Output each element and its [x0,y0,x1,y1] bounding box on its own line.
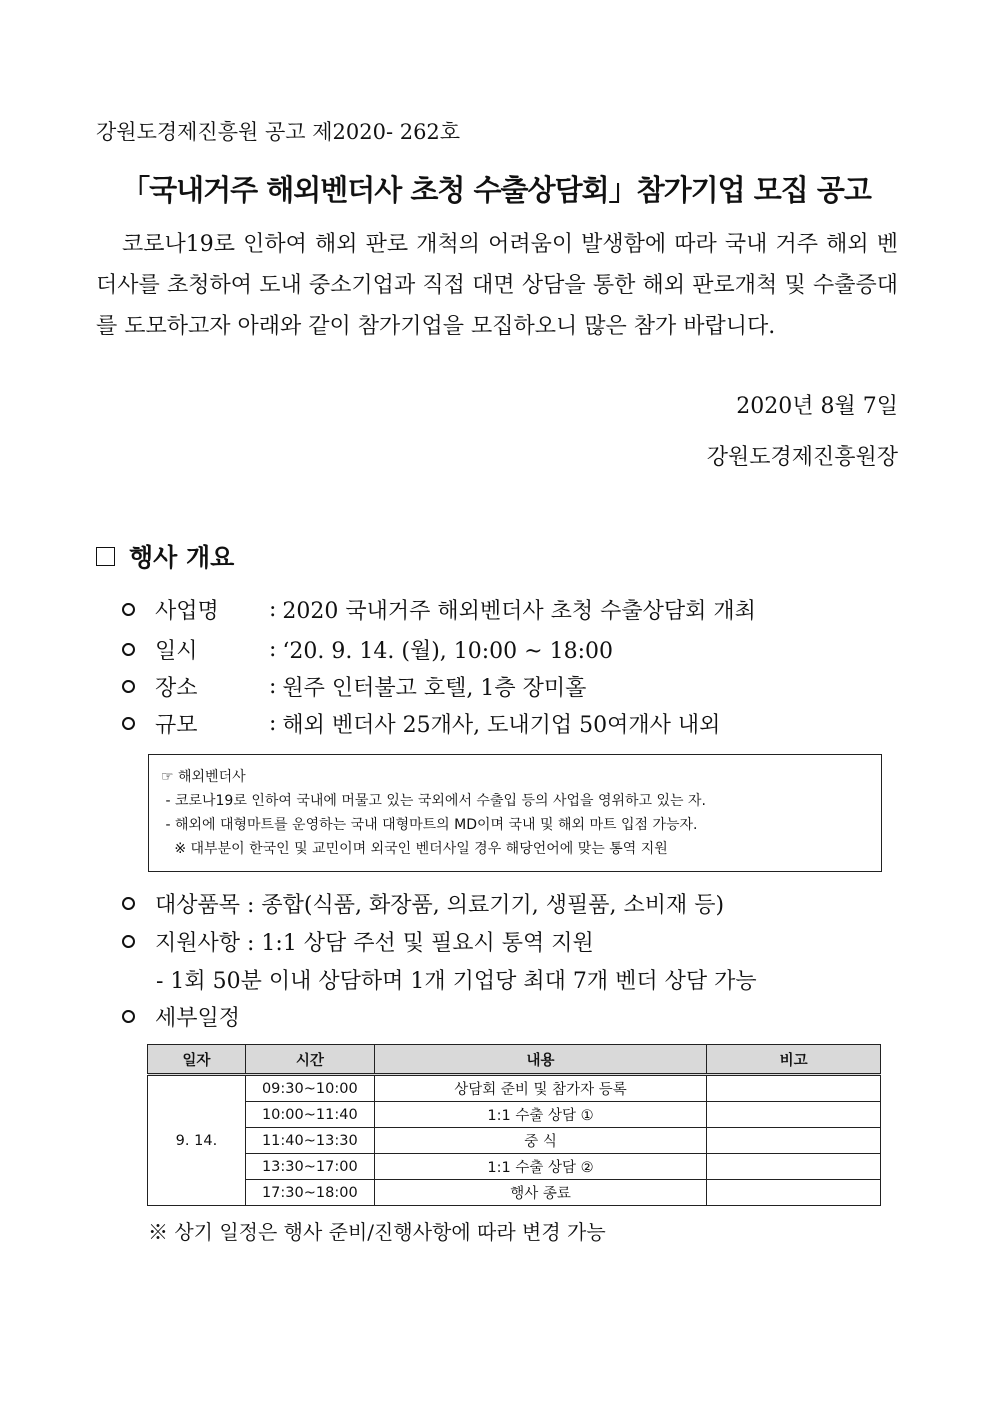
document-title: 「국내거주 해외벤더사 초청 수출상담회」참가기업 모집 공고 [121,173,871,207]
circle-bullet-icon [122,717,135,730]
support-text: 지원사항 : 1:1 상담 주선 및 필요시 통역 지원 [155,931,594,956]
section-title: 행사 개요 [129,543,235,572]
overview-item: 규모 : 해외 벤더사 25개사, 도내기업 50여개사 내외 [122,708,720,739]
overview-value: 원주 인터불고 호텔, 1층 장미홀 [282,676,587,701]
overview-label: 장소 [155,676,198,701]
row-time: 17:30~18:00 [245,1180,374,1206]
circle-bullet-icon [122,1010,135,1023]
row-content: 1:1 수출 상담 ② [374,1154,706,1180]
note-line: ※ 대부분이 한국인 및 교민이며 외국인 벤더사일 경우 해당언어에 맞는 통역 지원 [161,841,668,857]
row-content: 1:1 수출 상담 ① [374,1102,706,1128]
table-row [148,1154,881,1180]
note-heading: ☞ 해외벤더사 [161,769,246,785]
header-content: 내용 [374,1045,706,1075]
row-note [707,1180,881,1206]
circle-bullet-icon [122,897,135,910]
circle-bullet-icon [122,643,135,656]
table-row [148,1075,881,1102]
overview-item: 장소 : 원주 인터불고 호텔, 1층 장미홀 [122,671,586,702]
row-time: 09:30~10:00 [245,1075,374,1102]
section-heading [96,538,234,574]
overview-item: 일시 : ‘20. 9. 14. (월), 10:00 ~ 18:00 [122,634,613,665]
table-row [148,1128,881,1154]
schedule-item [122,1001,240,1032]
table-row [148,1102,881,1128]
row-note [707,1075,881,1102]
notice-date: 2020년 8월 7일 [736,394,898,419]
row-time: 11:40~13:30 [245,1128,374,1154]
overview-label: 일시 [155,639,198,664]
schedule-day: 9. 14. [148,1075,246,1206]
header-time: 시간 [245,1045,374,1075]
row-time: 10:00~11:40 [245,1102,374,1128]
note-line: - 해외에 대형마트를 운영하는 국내 대형마트의 MD이며 국내 및 해외 마트 입점 가능자. [161,817,698,833]
table-row [148,1180,881,1206]
products-text: 대상품목 : 종합(식품, 화장품, 의료기기, 생필품, 소비재 등) [155,893,725,918]
overview-value: ‘20. 9. 14. (월), 10:00 ~ 18:00 [282,639,613,664]
row-content: 상담회 준비 및 참가자 등록 [374,1075,706,1102]
row-note [707,1154,881,1180]
vendor-note-box [148,754,882,872]
row-content: 중 식 [374,1128,706,1154]
schedule-table [147,1044,881,1206]
schedule-footnote: ※ 상기 일정은 행사 준비/진행사항에 따라 변경 가능 [148,1220,606,1244]
row-time: 13:30~17:00 [245,1154,374,1180]
circle-bullet-icon [122,935,135,948]
row-content: 행사 종료 [374,1180,706,1206]
note-line: - 코로나19로 인하여 국내에 머물고 있는 국외에서 수출입 등의 사업을 영위하고 있는 자. [161,793,706,809]
row-note [707,1102,881,1128]
overview-value: 해외 벤더사 25개사, 도내기업 50여개사 내외 [282,713,721,738]
overview-label: 규모 [155,713,198,738]
support-sub-text: - 1회 50분 이내 상담하며 1개 기업당 최대 7개 벤더 상담 가능 [156,969,757,994]
circle-bullet-icon [122,603,135,616]
schedule-label: 세부일정 [155,1006,241,1031]
products-item [122,888,724,919]
notice-number: 강원도경제진흥원 공고 제2020- 262호 [96,120,461,144]
issuer: 강원도경제진흥원장 [706,445,898,470]
overview-label: 사업명 [155,599,219,624]
overview-value: 2020 국내거주 해외벤더사 초청 수출상담회 개최 [282,599,756,624]
header-date: 일자 [148,1045,246,1075]
table-header-row [148,1045,881,1075]
overview-item: 사업명 : 2020 국내거주 해외벤더사 초청 수출상담회 개최 [122,594,756,625]
square-bullet-icon [96,547,115,566]
intro-paragraph: 코로나19로 인하여 해외 판로 개척의 어려움이 발생함에 따라 국내 거주 해외 벤더사를 초청하여 도내 중소기업과 직접 대면 상담을 통한 해외 판로개척 및 수출증대를 도모하고자 아래와 같이 참가기업을 모집하오니 많은 참가 바랍니다. [96,232,898,339]
support-item [122,926,594,957]
row-note [707,1128,881,1154]
circle-bullet-icon [122,680,135,693]
header-remarks: 비고 [707,1045,881,1075]
